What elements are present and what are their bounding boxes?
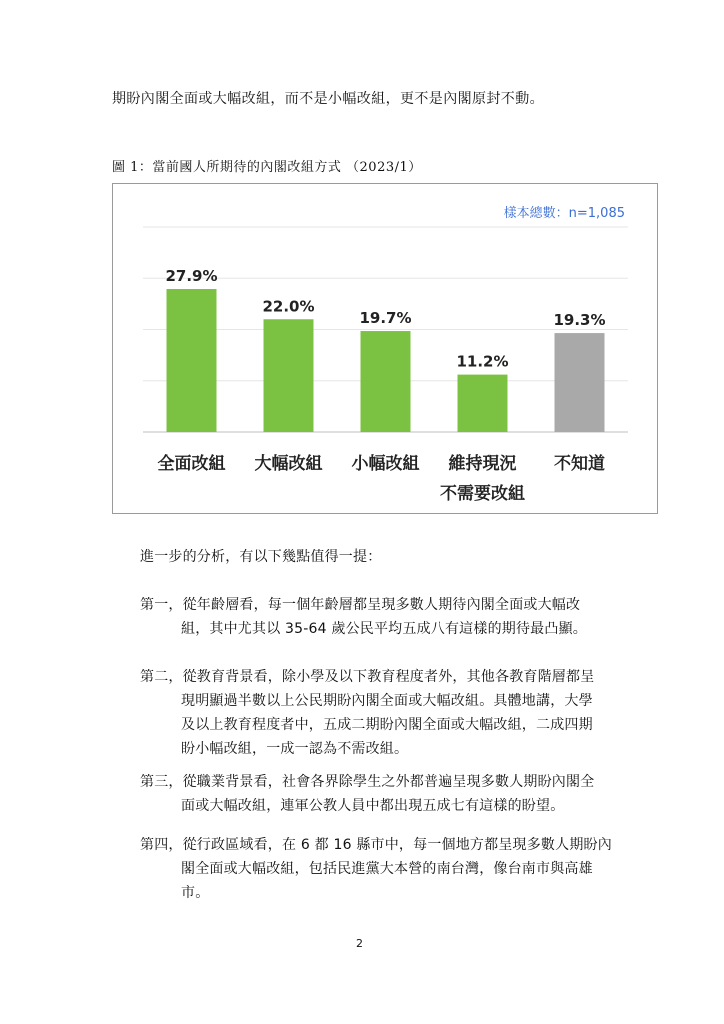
point-3-line-2: 面或大幅改組，連軍公教人員中都出現五成七有這樣的盼望。 (181, 798, 565, 814)
page-number: 2 (356, 937, 363, 950)
category-label: 小幅改組 (351, 454, 420, 474)
bar (361, 331, 411, 432)
point-3-line-1: 第三，從職業背景看，社會各界除學生之外都普遍呈現多數人期盼內閣全 (140, 774, 595, 790)
bar (555, 333, 605, 432)
point-4-line-1: 第四，從行政區域看，在 6 都 16 縣市中，每一個地方都呈現多數人期盼內 (140, 837, 612, 853)
category-label: 不需要改組 (440, 484, 525, 504)
point-1-line-2: 組，其中尤其以 35-64 歲公民平均五成八有這樣的期待最凸顯。 (181, 621, 587, 637)
bar (264, 319, 314, 432)
bar-chart (112, 183, 658, 514)
category-label: 大幅改組 (254, 454, 323, 474)
point-2-line-1: 第二，從教育背景看，除小學及以下教育程度者外，其他各教育階層都呈 (140, 669, 595, 685)
point-1-line-1: 第一，從年齡層看，每一個年齡層都呈現多數人期待內閣全面或大幅改 (140, 597, 581, 613)
bar (167, 289, 217, 432)
data-label: 27.9% (165, 267, 218, 286)
analysis-lead: 進一步的分析，有以下幾點值得一提： (140, 549, 382, 565)
point-2-line-4: 盼小幅改組，一成一認為不需改組。 (181, 741, 409, 757)
category-label: 維持現況 (448, 454, 517, 474)
figure-caption: 圖 1：當前國人所期待的內閣改組方式 （2023/1） (112, 160, 422, 175)
point-2-line-2: 現明顯過半數以上公民期盼內閣全面或大幅改組。具體地講，大學 (181, 693, 593, 709)
chart-canvas (113, 184, 657, 513)
data-label: 19.7% (359, 309, 412, 328)
data-label: 19.3% (553, 311, 606, 330)
category-label: 全面改組 (157, 454, 226, 474)
data-label: 11.2% (456, 352, 509, 371)
bar (458, 375, 508, 432)
data-label: 22.0% (262, 297, 315, 316)
point-4-line-3: 市。 (181, 885, 210, 901)
intro-text: 期盼內閣全面或大幅改組，而不是小幅改組，更不是內閣原封不動。 (112, 91, 544, 107)
point-2-line-3: 及以上教育程度者中，五成二期盼內閣全面或大幅改組，二成四期 (181, 717, 593, 733)
point-4-line-2: 閣全面或大幅改組，包括民進黨大本營的南台灣，像台南市與高雄 (181, 861, 593, 877)
category-label: 不知道 (554, 454, 605, 474)
sample-size-note: 樣本總數：n=1,085 (503, 206, 625, 221)
